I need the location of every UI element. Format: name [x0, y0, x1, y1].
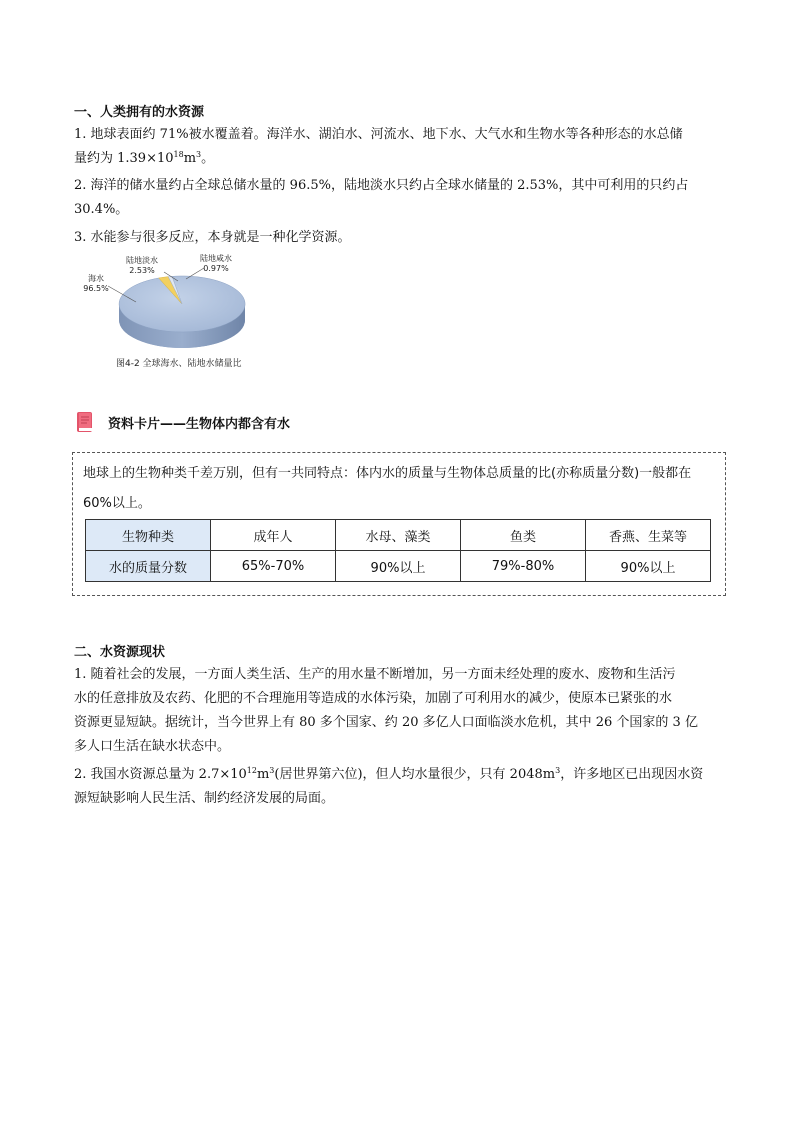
table-cell: 65%-70% — [211, 551, 336, 582]
paragraph-line: 源短缺影响人民生活、制约经济发展的局面。 — [74, 791, 335, 806]
paragraph-line: 1. 随着社会的发展，一方面人类生活、生产的用水量不断增加，另一方面未经处理的废水、废物和生活污 — [74, 667, 676, 682]
table-cell: 香燕、生菜等 — [586, 520, 711, 551]
paragraph-line: 2. 我国水资源总量为 $2.7\times 10^{12}m^3$(居世界第六位)，但人均水量很少，只有 $2048m^3$，许多地区已出现因水资 — [74, 766, 704, 782]
table-row — [86, 551, 711, 582]
paragraph-line: 30.4%。 — [74, 202, 129, 217]
section1-paragraph-1 — [74, 123, 724, 171]
section2-paragraph-1 — [74, 663, 724, 759]
pie-slice-sea — [119, 276, 245, 332]
paragraph-line: 2. 海洋的储水量约占全球总储水量的 96.5%，陆地淡水只约占全球水储量的 2.53%，其中可利用的只约占 — [74, 178, 689, 193]
section2-heading: 二、水资源现状 — [74, 645, 166, 660]
table-cell: 鱼类 — [461, 520, 586, 551]
paragraph-line: 水的任意排放及农药、化肥的不合理施用等造成的水体污染，加剧了可利用水的减少，使原本已紧张的水 — [74, 691, 673, 706]
fresh-label: 陆地淡水 2.53% — [126, 256, 158, 275]
table-cell: 水母、藻类 — [336, 520, 461, 551]
table-cell: 水的质量分数 — [86, 551, 211, 582]
section1-paragraph-2 — [74, 174, 724, 222]
paragraph-line: 1. 地球表面约 71%被水覆盖着。海洋水、湖泊水、河流水、地下水、大气水和生物水等各种形态的水总储 — [74, 127, 683, 142]
book-icon — [76, 411, 94, 433]
info-card-text: 地球上的生物种类千差万别，但有一共同特点：体内水的质量与生物体总质量的比(亦称质量分数)一般都在60%以上。 — [83, 466, 692, 511]
section2-paragraph-2 — [74, 763, 724, 811]
water-distribution-figure — [74, 248, 274, 376]
table-cell: 90%以上 — [336, 551, 461, 582]
sea-label: 海水 96.5% — [83, 274, 109, 293]
paragraph-line: 3. 水能参与很多反应，本身就是一种化学资源。 — [74, 230, 351, 245]
paragraph-line: 多人口生活在缺水状态中。 — [74, 739, 231, 754]
table-cell: 生物种类 — [86, 520, 211, 551]
table-row — [86, 520, 711, 551]
section1-paragraph-3 — [74, 226, 724, 250]
salt-label: 陆地咸水 0.97% — [200, 254, 232, 273]
table-cell: 79%-80% — [461, 551, 586, 582]
water-content-table — [85, 519, 711, 582]
card-title-text: 资料卡片——生物体内都含有水 — [108, 416, 291, 432]
paragraph-line: 量约为 $1.39\times 10^{18}m^3$。 — [74, 150, 215, 166]
section1-heading: 一、人类拥有的水资源 — [74, 105, 205, 120]
table-cell: 成年人 — [211, 520, 336, 551]
info-card — [72, 452, 726, 596]
figure-caption: 图4-2 全球海水、陆地水储量比 — [116, 359, 242, 369]
paragraph-line: 资源更显短缺。据统计，当今世界上有 80 多个国家、约 20 多亿人口面临淡水危机，其中 26 个国家的 3 亿 — [74, 715, 698, 730]
card-title — [76, 410, 290, 434]
table-cell: 90%以上 — [586, 551, 711, 582]
